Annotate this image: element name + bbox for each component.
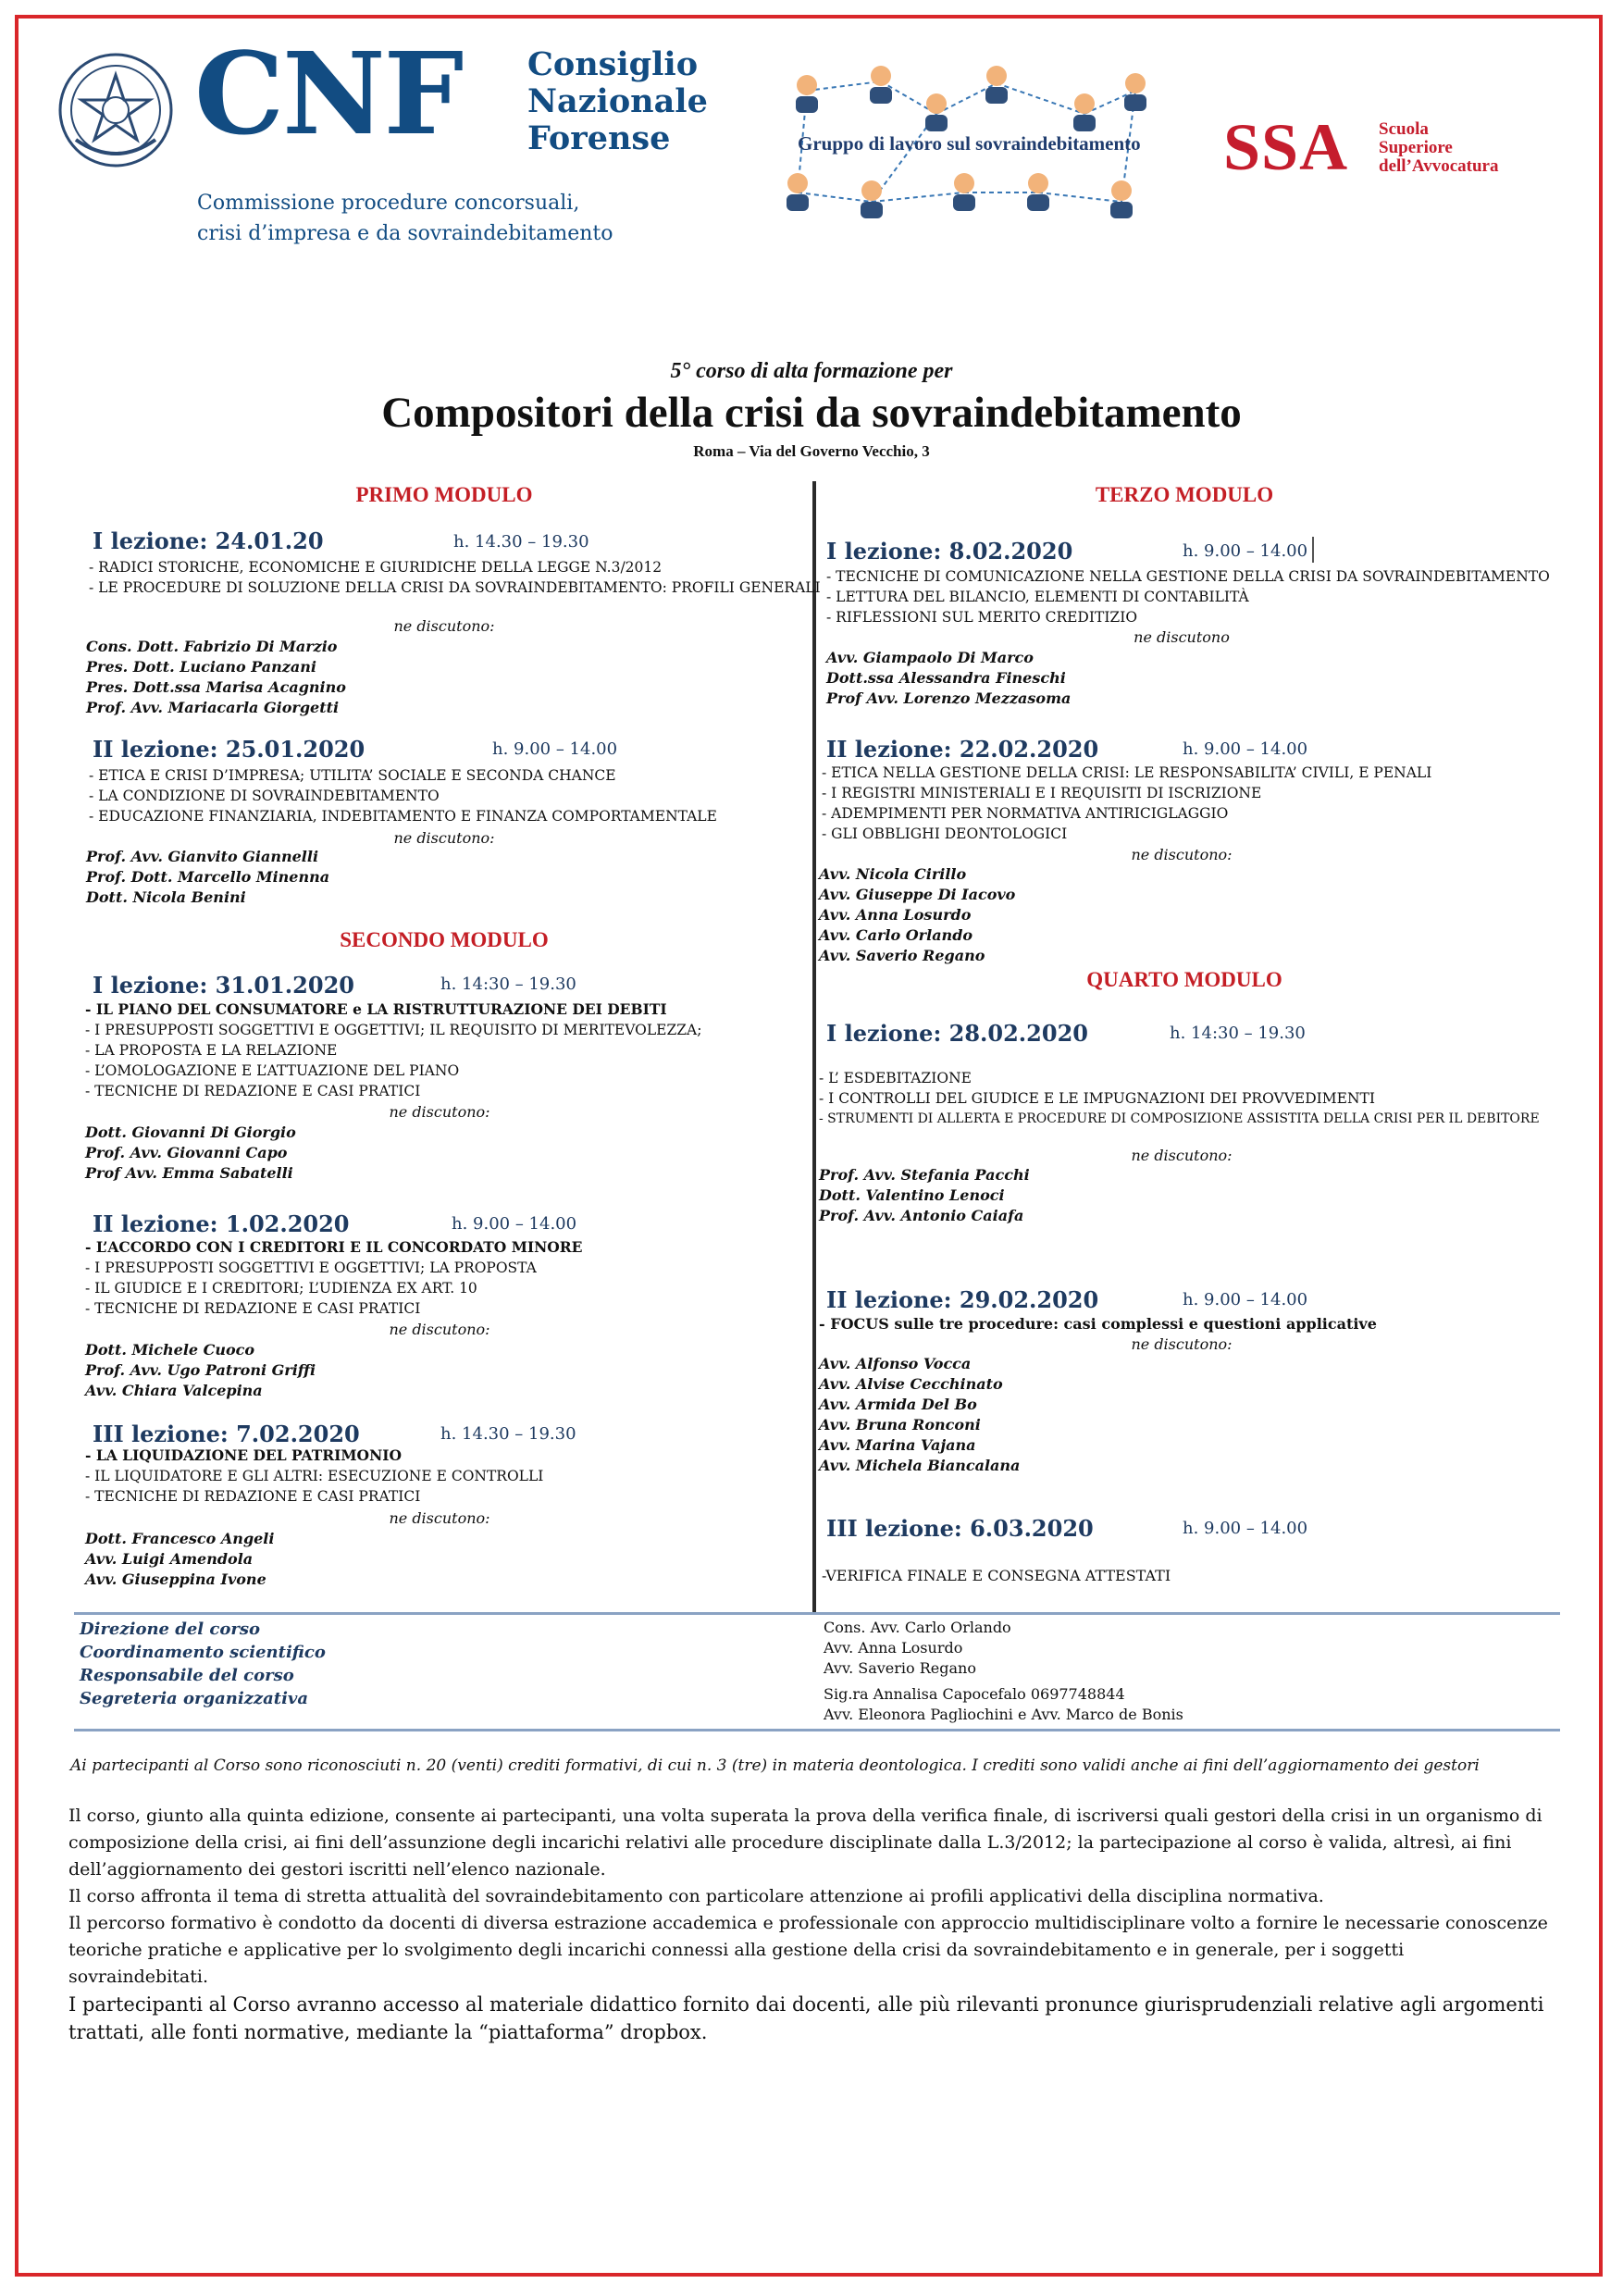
lesson-topics [826, 566, 1550, 627]
topic-item: - TECNICHE DI REDAZIONE E CASI PRATICI [85, 1300, 421, 1317]
cnf-name-line: Consiglio [527, 45, 699, 83]
topic-item: - TECNICHE DI REDAZIONE E CASI PRATICI [85, 1488, 421, 1505]
speakers-list [819, 864, 1015, 966]
speakers-list [819, 1354, 1020, 1476]
lesson-title: III lezione: 6.03.2020 [826, 1515, 1094, 1542]
speaker-name: Prof. Avv. Giovanni Capo [85, 1144, 288, 1161]
discussants-label: ne discutono: [1131, 1335, 1233, 1353]
topic-item: - LETTURA DEL BILANCIO, ELEMENTI DI CONTABILITÀ [826, 589, 1249, 605]
topic-item: - TECNICHE DI COMUNICAZIONE NELLA GESTIONE DELLA CRISI DA SOVRAINDEBITAMENTO [826, 568, 1550, 585]
discussants-label: ne discutono: [393, 829, 495, 847]
lesson-hours: h. 9.00 – 14.00 [492, 739, 618, 759]
speaker-name: Avv. Giuseppe Di Iacovo [819, 886, 1016, 903]
module-heading-secondo: SECONDO MODULO [340, 928, 549, 951]
speaker-name: Avv. Giuseppina Ivone [85, 1570, 266, 1588]
course-subtitle: 5° corso di alta formazione per [670, 359, 953, 383]
speaker-name: Prof. Avv. Gianvito Giannelli [86, 848, 319, 865]
topic-item: - EDUCAZIONE FINANZIARIA, INDEBITAMENTO E FINANZA COMPORTAMENTALE [89, 808, 717, 825]
lesson-title: II lezione: 22.02.2020 [826, 736, 1099, 763]
course-title: Compositori della crisi da sovraindebitamento [381, 389, 1242, 437]
speaker-name: Cons. Dott. Fabrizio Di Marzio [86, 638, 338, 655]
lesson-hours: h. 14.30 – 19.30 [453, 532, 589, 552]
topic-item: - ETICA E CRISI D’IMPRESA; UTILITA’ SOCIALE E SECONDA CHANCE [89, 767, 616, 784]
staff-role: Direzione del corso [80, 1620, 260, 1639]
topic-item: - ETICA NELLA GESTIONE DELLA CRISI: LE RESPONSABILITA’ CIVILI, E PENALI [822, 764, 1432, 781]
speaker-name: Prof. Avv. Mariacarla Giorgetti [86, 699, 340, 716]
staff-role: Responsabile del corso [80, 1666, 294, 1685]
description-paragraph: Il percorso formativo è condotto da docenti di diversa estrazione accademica e professionale con approccio multidisciplinare volto a fornire le necessarie conoscenze teoriche pratiche e applicative per lo svolgimento degli incarichi connessi alla gestione della crisi da sovraindebitamento e in generale, per i soggetti sovraindebitati. [68, 1913, 1548, 1987]
speaker-name: Dott. Giovanni Di Giorgio [85, 1123, 296, 1141]
discussants-label: ne discutono: [389, 1103, 490, 1121]
speaker-name: Avv. Alfonso Vocca [819, 1355, 972, 1372]
cnf-logo: CNF [194, 27, 463, 160]
speakers-list [85, 1123, 296, 1184]
discussants-label: ne discutono [1134, 628, 1230, 646]
lesson-title: I lezione: 24.01.20 [93, 527, 324, 554]
lesson-title: II lezione: 29.02.2020 [826, 1286, 1099, 1313]
topic-item: - IL LIQUIDATORE E GLI ALTRI: ESECUZIONE E CONTROLLI [85, 1468, 544, 1484]
column-divider [812, 481, 816, 1612]
speaker-name: Prof. Dott. Marcello Minenna [86, 868, 330, 886]
lesson-topics [85, 1237, 582, 1319]
speakers-list [86, 847, 329, 908]
speaker-name: Avv. Luigi Amendola [85, 1550, 254, 1568]
speaker-name: Avv. Anna Losurdo [819, 906, 972, 924]
speaker-name: Pres. Dott. Luciano Panzani [86, 658, 316, 676]
speaker-name: Dott. Michele Cuoco [85, 1341, 255, 1359]
topic-item: - I REGISTRI MINISTERIALI E I REQUISITI DI ISCRIZIONE [822, 785, 1262, 801]
staff-bottom-rule [74, 1729, 1560, 1731]
speaker-name: Prof Avv. Lorenzo Mezzasoma [826, 689, 1072, 707]
discussants-label: ne discutono: [389, 1509, 490, 1527]
commission-name [197, 188, 613, 249]
staff-roles [80, 1618, 326, 1710]
topic-item: - RADICI STORICHE, ECONOMICHE E GIURIDICHE DELLA LEGGE N.3/2012 [89, 559, 663, 576]
topic-item: - STRUMENTI DI ALLERTA E PROCEDURE DI COMPOSIZIONE ASSISTITA DELLA CRISI PER IL DEBITORE [819, 1111, 1540, 1126]
topic-item: - LA CONDIZIONE DI SOVRAINDEBITAMENTO [89, 788, 440, 804]
staff-name: Avv. Saverio Regano [824, 1659, 976, 1677]
lesson-hours: h. 14:30 – 19.30 [440, 974, 576, 994]
speaker-name: Prof Avv. Emma Sabatelli [85, 1164, 293, 1182]
speaker-name: Avv. Alvise Cecchinato [819, 1375, 1003, 1393]
cnf-full-name [527, 46, 708, 157]
topic-item: - I PRESUPPOSTI SOGGETTIVI E OGGETTIVI; IL REQUISITO DI MERITEVOLEZZA; [85, 1022, 702, 1038]
speaker-name: Pres. Dott.ssa Marisa Acagnino [86, 678, 346, 696]
italian-republic-emblem-icon [57, 52, 174, 168]
speakers-list [86, 637, 346, 718]
lesson-title: II lezione: 1.02.2020 [93, 1210, 350, 1237]
lesson-hours: h. 9.00 – 14.00 [1183, 541, 1308, 561]
speaker-name: Dott. Francesco Angeli [85, 1530, 275, 1547]
speaker-name: Prof. Avv. Ugo Patroni Griffi [85, 1361, 316, 1379]
topic-item: - L’ACCORDO CON I CREDITORI E IL CONCORDATO MINORE [85, 1238, 583, 1256]
lesson-topics [85, 1446, 543, 1507]
discussants-label: ne discutono: [1131, 1147, 1233, 1164]
ssa-name-line: dell’Avvocatura [1379, 156, 1499, 176]
speaker-name: Avv. Saverio Regano [819, 947, 985, 964]
topic-item: - IL GIUDICE E I CREDITORI; L’UDIENZA EX ART. 10 [85, 1280, 477, 1297]
speaker-name: Dott.ssa Alessandra Fineschi [826, 669, 1066, 687]
speaker-name: Prof. Avv. Antonio Caiafa [819, 1207, 1024, 1224]
module-heading-terzo: TERZO MODULO [1095, 483, 1274, 506]
topic-item: - L’ ESDEBITAZIONE [819, 1070, 972, 1086]
speaker-name: Avv. Nicola Cirillo [819, 865, 967, 883]
lesson-hours: h. 9.00 – 14.00 [1183, 1290, 1308, 1309]
speakers-list [819, 1165, 1030, 1226]
ssa-name-line: Superiore [1379, 138, 1453, 157]
module-heading-quarto: QUARTO MODULO [1086, 968, 1282, 991]
speaker-name: Dott. Nicola Benini [86, 888, 246, 906]
staff-name: Avv. Eleonora Pagliochini e Avv. Marco de Bonis [824, 1706, 1183, 1723]
lesson-topics [819, 1314, 1377, 1334]
topic-item: - FOCUS sulle tre procedure: casi complessi e questioni applicative [819, 1315, 1377, 1333]
lesson-title: I lezione: 28.02.2020 [826, 1020, 1088, 1047]
commission-line: Commissione procedure concorsuali, [197, 192, 580, 215]
lesson-title: II lezione: 25.01.2020 [93, 736, 365, 763]
speaker-name: Prof. Avv. Stefania Pacchi [819, 1166, 1030, 1184]
topic-item: - L’OMOLOGAZIONE E L’ATTUAZIONE DEL PIANO [85, 1062, 460, 1079]
course-venue: Roma – Via del Governo Vecchio, 3 [693, 442, 930, 460]
staff-name: Cons. Avv. Carlo Orlando [824, 1619, 1011, 1636]
lesson-title: I lezione: 31.01.2020 [93, 972, 354, 999]
staff-top-rule [74, 1612, 1560, 1615]
cnf-name-line: Forense [527, 119, 671, 157]
discussants-label: ne discutono: [1131, 846, 1233, 863]
lesson-title: III lezione: 7.02.2020 [93, 1421, 360, 1447]
text-cursor-mark [1312, 537, 1314, 563]
topic-item: - TECNICHE DI REDAZIONE E CASI PRATICI [85, 1083, 421, 1099]
speaker-name: Avv. Armida Del Bo [819, 1396, 977, 1413]
lesson-topics [822, 1566, 1171, 1586]
speaker-name: Dott. Valentino Lenoci [819, 1186, 1005, 1204]
lesson-topics [89, 557, 821, 598]
lesson-topics [822, 763, 1431, 844]
discussants-label: ne discutono: [393, 617, 495, 635]
staff-role: Coordinamento scientifico [80, 1643, 326, 1662]
ssa-full-name [1379, 120, 1498, 176]
speaker-name: Avv. Carlo Orlando [819, 926, 973, 944]
lesson-topics [89, 765, 717, 826]
description-paragraph: Il corso, giunto alla quinta edizione, consente ai partecipanti, una volta superata la prova della verifica finale, di iscriversi quali gestori della crisi in un organismo di composizione della crisi, ai fini dell’assunzione degli incarichi relativi alle procedure disciplinate dalla L.3/2012; la partecipazione al corso è valida, altresì, ai fini dell’aggiornamento dei gestori iscritti nell’elenco nazionale. [68, 1806, 1542, 1880]
commission-line: crisi d’impresa e da sovraindebitamento [197, 222, 613, 245]
staff-name: Sig.ra Annalisa Capocefalo 0697748844 [824, 1685, 1125, 1703]
speakers-list [85, 1529, 274, 1590]
discussants-label: ne discutono: [389, 1321, 490, 1338]
topic-item: - RIFLESSIONI SUL MERITO CREDITIZIO [826, 609, 1138, 626]
speaker-name: Avv. Michela Biancalana [819, 1457, 1021, 1474]
cnf-name-line: Nazionale [527, 82, 708, 120]
credits-note: Ai partecipanti al Corso sono riconosciuti n. 20 (venti) crediti formativi, di cui n. 3 (tre) in materia deontologica. I crediti sono validi anche ai fini dell’aggiornamento dei gestori [70, 1756, 1480, 1775]
lesson-hours: h. 9.00 – 14.00 [1183, 1519, 1308, 1538]
lesson-topics [85, 999, 701, 1101]
staff-name: Avv. Anna Losurdo [824, 1639, 963, 1657]
module-heading-primo: PRIMO MODULO [355, 483, 533, 506]
lesson-hours: h. 9.00 – 14.00 [452, 1214, 577, 1234]
speaker-name: Avv. Giampaolo Di Marco [826, 649, 1034, 666]
lesson-topics [819, 1068, 1540, 1129]
course-description [68, 1803, 1549, 2046]
topic-item: - IL PIANO DEL CONSUMATORE e LA RISTRUTTURAZIONE DEI DEBITI [85, 1000, 667, 1018]
working-group-label: Gruppo di lavoro sul sovraindebitamento [798, 132, 1141, 155]
topic-item: - GLI OBBLIGHI DEONTOLOGICI [822, 825, 1068, 842]
topic-item: - ADEMPIMENTI PER NORMATIVA ANTIRICIGLAGGIO [822, 805, 1229, 822]
staff-role: Segreteria organizzativa [80, 1689, 309, 1708]
speakers-list [826, 648, 1071, 709]
lesson-hours: h. 14:30 – 19.30 [1170, 1024, 1306, 1043]
description-paragraph: I partecipanti al Corso avranno accesso al materiale didattico fornito dai docenti, alle più rilevanti pronunce giurisprudenziali relative agli argomenti trattati, alle fonti normative, mediante la “piattaforma” dropbox. [68, 1993, 1544, 2043]
speaker-name: Avv. Marina Vajana [819, 1436, 976, 1454]
lesson-title: I lezione: 8.02.2020 [826, 538, 1073, 565]
speaker-name: Avv. Chiara Valcepina [85, 1382, 263, 1399]
topic-item: - LE PROCEDURE DI SOLUZIONE DELLA CRISI DA SOVRAINDEBITAMENTO: PROFILI GENERALI [89, 579, 821, 596]
topic-item: - I CONTROLLI DEL GIUDICE E LE IMPUGNAZIONI DEI PROVVEDIMENTI [819, 1090, 1376, 1107]
topic-item: -VERIFICA FINALE E CONSEGNA ATTESTATI [822, 1567, 1171, 1584]
description-paragraph: Il corso affronta il tema di stretta attualità del sovraindebitamento con particolare attenzione ai profili applicativi della disciplina normativa. [68, 1886, 1324, 1906]
ssa-logo: SSA [1223, 110, 1349, 184]
ssa-name-line: Scuola [1379, 119, 1429, 139]
staff-names [824, 1618, 1183, 1725]
speakers-list [85, 1340, 316, 1401]
topic-item: - I PRESUPPOSTI SOGGETTIVI E OGGETTIVI; LA PROPOSTA [85, 1260, 537, 1276]
topic-item: - LA LIQUIDAZIONE DEL PATRIMONIO [85, 1446, 402, 1464]
lesson-hours: h. 9.00 – 14.00 [1183, 739, 1308, 759]
speaker-name: Avv. Bruna Ronconi [819, 1416, 981, 1433]
lesson-hours: h. 14.30 – 19.30 [440, 1424, 576, 1444]
topic-item: - LA PROPOSTA E LA RELAZIONE [85, 1042, 338, 1059]
